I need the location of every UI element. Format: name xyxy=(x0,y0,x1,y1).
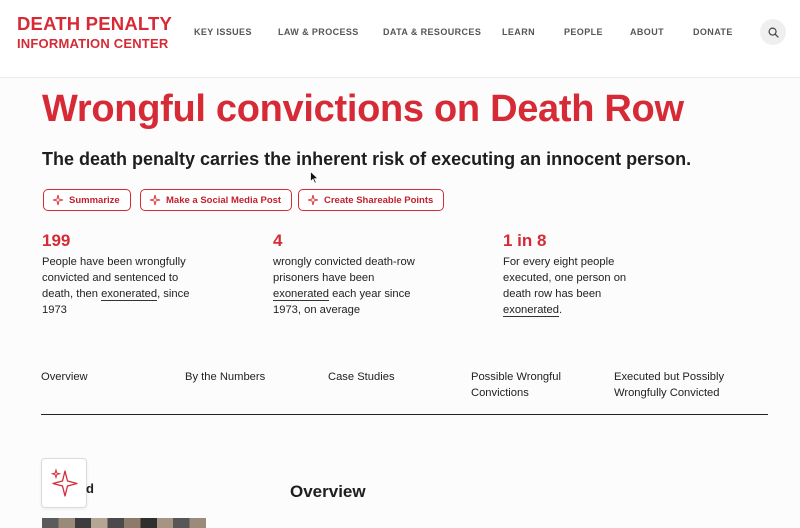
nav-people[interactable]: PEOPLE xyxy=(564,27,603,37)
nav-key-issues[interactable]: KEY ISSUES xyxy=(194,27,252,37)
search-icon xyxy=(768,27,779,38)
exonerated-link[interactable]: exonerated xyxy=(503,304,559,316)
sparkle-icon xyxy=(49,467,79,499)
stat-text: For every eight people executed, one person on death row has been xyxy=(503,256,627,300)
nav-about[interactable]: ABOUT xyxy=(630,27,664,37)
stat-one-in-eight xyxy=(503,231,648,318)
stat-text: , since 1973 xyxy=(42,288,190,316)
stat-text: . xyxy=(558,304,563,316)
tab-case-studies[interactable]: Case Studies xyxy=(328,371,395,383)
stat-text: each year since 1973, on average xyxy=(273,288,411,316)
nav-learn[interactable]: LEARN xyxy=(502,27,535,37)
exonerees-photo-strip xyxy=(42,518,206,528)
sparkle-icon xyxy=(307,194,319,206)
logo-line-1: DEATH PENALTY xyxy=(17,13,173,34)
stat-number: 1 in 8 xyxy=(503,231,547,250)
exonerated-link[interactable]: exonerated xyxy=(273,288,329,300)
stat-text: wrongly convicted death-row prisoners have been xyxy=(273,256,415,284)
tab-executed-possibly-wrongfully-convicted[interactable]: Executed but Possibly Wrongfully Convicted xyxy=(614,371,725,399)
shareable-points-label: Create Shareable Points xyxy=(324,194,434,206)
search-button[interactable] xyxy=(760,19,786,45)
overview-heading: Overview xyxy=(290,482,366,501)
sparkle-icon xyxy=(52,194,64,206)
nav-data-resources[interactable]: DATA & RESOURCES xyxy=(383,27,482,37)
page-title: Wrongful convictions on Death Row xyxy=(42,88,684,130)
sparkle-icon xyxy=(149,194,161,206)
main-nav xyxy=(0,27,800,39)
stat-description xyxy=(273,254,421,318)
shareable-points-button[interactable] xyxy=(298,189,444,211)
tab-possible-wrongful-convictions[interactable]: Possible Wrongful Convictions xyxy=(471,371,561,399)
stat-description xyxy=(503,254,648,318)
mouse-cursor-icon xyxy=(310,171,319,184)
social-media-post-button[interactable] xyxy=(140,189,292,211)
page-subtitle: The death penalty carries the inherent risk of executing an innocent person. xyxy=(42,149,692,169)
nav-law-process[interactable]: LAW & PROCESS xyxy=(278,27,359,37)
partial-heading: d xyxy=(86,481,94,496)
stat-exonerated-total xyxy=(42,231,192,318)
site-header xyxy=(0,0,800,78)
nav-donate[interactable]: DONATE xyxy=(693,27,733,37)
social-media-post-label: Make a Social Media Post xyxy=(166,194,282,206)
stat-description xyxy=(42,254,192,318)
summarize-label: Summarize xyxy=(69,194,120,206)
stat-number: 4 xyxy=(273,231,283,250)
stat-exonerated-per-year xyxy=(273,231,421,318)
ai-assistant-button[interactable] xyxy=(41,458,87,508)
exonerated-link[interactable]: exonerated xyxy=(101,288,158,300)
stat-text: People have been wrongfully convicted and sentenced to death, then xyxy=(42,256,186,300)
stat-number: 199 xyxy=(42,231,71,250)
summarize-button[interactable] xyxy=(43,189,131,211)
logo-line-2: INFORMATION CENTER xyxy=(17,35,169,51)
tab-by-the-numbers[interactable]: By the Numbers xyxy=(185,371,266,383)
tabs-divider xyxy=(41,414,768,415)
tab-overview[interactable]: Overview xyxy=(41,371,88,383)
